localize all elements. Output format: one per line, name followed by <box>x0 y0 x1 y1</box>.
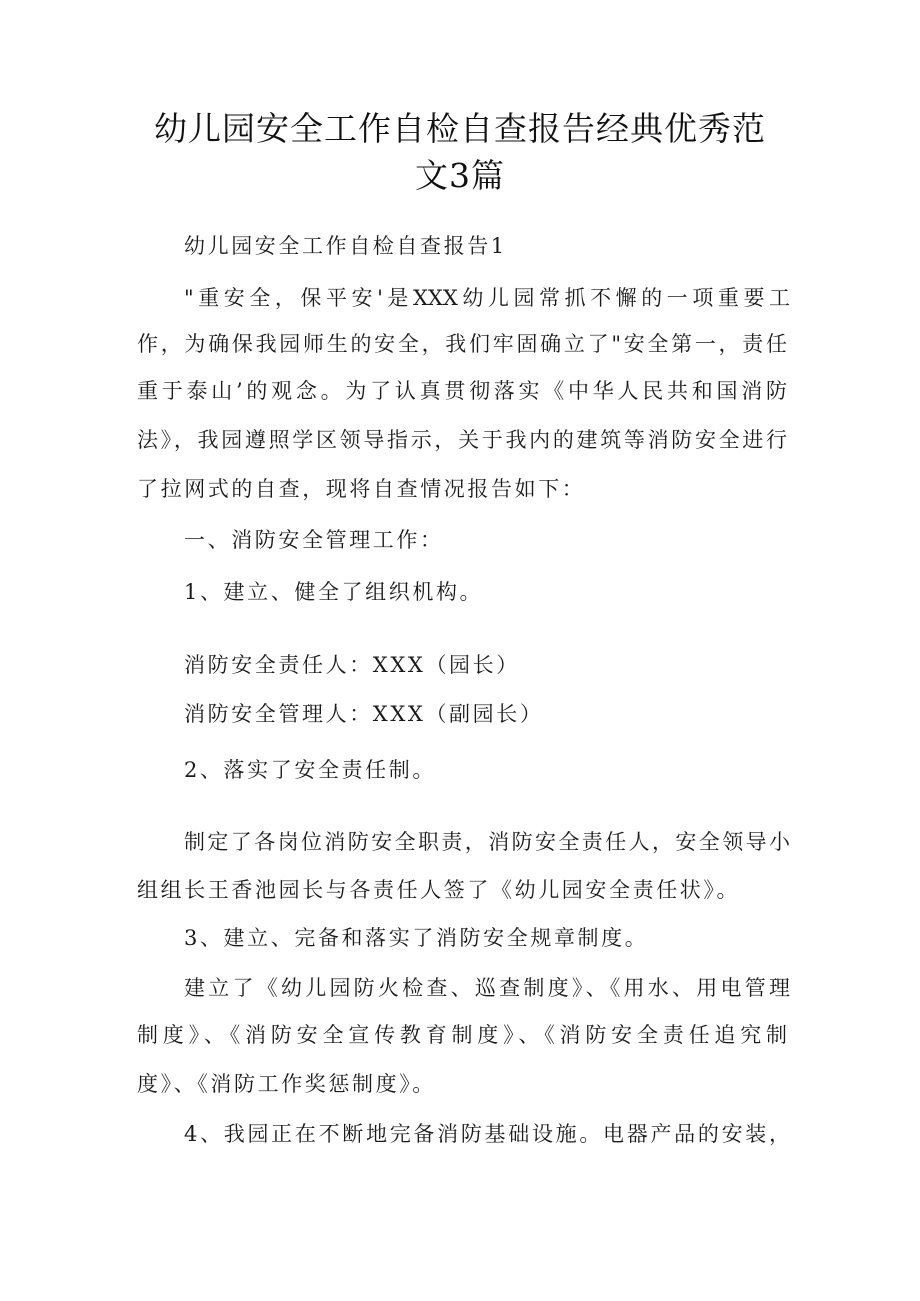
intro-line-5: 了拉网式的自查，现将自查情况报告如下： <box>137 477 586 501</box>
intro-line-3: 重于泰山’的观念。为了认真贯彻落实《中华人民共和国消防 <box>137 379 787 403</box>
intro-line-2: 作，为确保我园师生的安全，我们牢固确立了"安全第一，责任 <box>137 332 787 356</box>
intro-line-1: "重安全，保平安'是XXX幼儿园常抓不懈的一项重要工 <box>184 286 790 310</box>
item-2-heading: 2、落实了安全责任制。 <box>184 758 436 782</box>
item-3-heading: 3、建立、完备和落实了消防安全规章制度。 <box>184 926 649 950</box>
part-1-heading: 一、消防安全管理工作： <box>184 528 444 552</box>
document-title-line-1: 幼儿园安全工作自检自查报告经典优秀范 <box>154 109 766 148</box>
responsible-person: 消防安全责任人：XXX（园长） <box>184 653 520 677</box>
item-4-line: 4、我园正在不断地完备消防基础设施。电器产品的安装， <box>184 1122 790 1146</box>
item-2-text-line-1: 制定了各岗位消防安全职责，消防安全责任人，安全领导小 <box>184 830 790 854</box>
item-3-text-line-2: 制度》、《消防安全宣传教育制度》、《消防安全责任追究制 <box>137 1023 787 1047</box>
item-3-text-line-1: 建立了《幼儿园防火检查、巡查制度》、《用水、用电管理 <box>184 976 790 1000</box>
item-1-heading: 1、建立、健全了组织机构。 <box>184 580 484 604</box>
intro-line-4: 法》，我园遵照学区领导指示，关于我内的建筑等消防安全进行 <box>137 428 787 452</box>
manager-person: 消防安全管理人：XXX（副园长） <box>184 702 544 726</box>
document-title-line-2: 文3篇 <box>415 156 505 195</box>
item-3-text-line-3: 度》、《消防工作奖惩制度》。 <box>137 1072 436 1096</box>
section-heading: 幼儿园安全工作自检自查报告1 <box>184 234 507 258</box>
item-2-text-line-2: 组组长王香池园长与各责任人签了《幼儿园安全责任状》。 <box>137 878 741 902</box>
